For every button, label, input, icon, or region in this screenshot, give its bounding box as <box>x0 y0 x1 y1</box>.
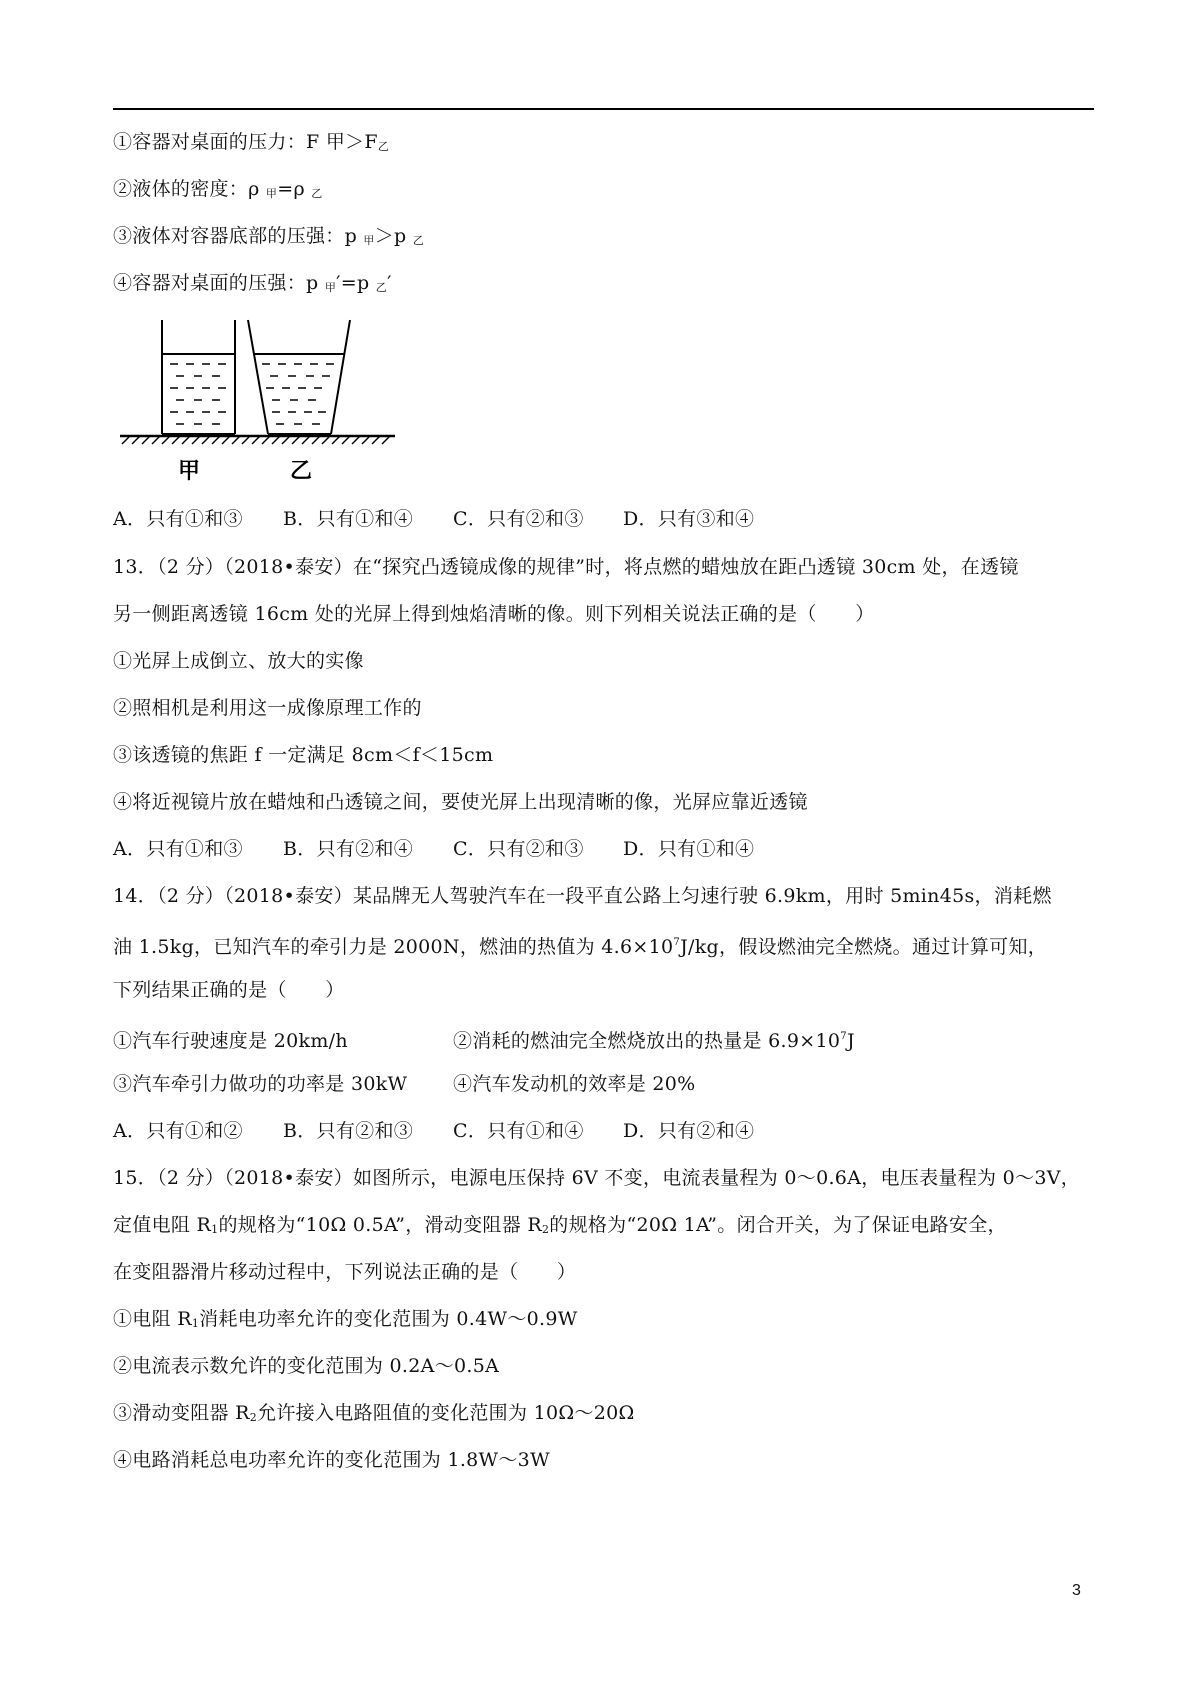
q14-option-d: D．只有②和④ <box>623 1120 755 1142</box>
liquid-jia <box>170 364 226 424</box>
q14-option-c: C．只有①和④ <box>453 1120 584 1142</box>
q15-statement-4: ④电路消耗总电功率允许的变化范围为 1.8W～3W <box>113 1449 550 1471</box>
q13-statement-1: ①光屏上成倒立、放大的实像 <box>113 650 364 672</box>
q14-stem-line-1: 14．（2 分）（2018•泰安）某品牌无人驾驶汽车在一段平直公路上匀速行驶 6.9km，用时 5min45s，消耗燃 <box>113 885 1052 907</box>
q13-option-d: D．只有①和④ <box>623 838 755 860</box>
q14-statement-2: ②消耗的燃油完全燃烧放出的热量是 $6.9\times 10^7J$ <box>453 1030 855 1052</box>
liquid-yi <box>262 364 334 424</box>
q12-statement-2: ②液体的密度：ρ 甲=ρ 乙 <box>113 178 323 200</box>
q13-option-c: C．只有②和③ <box>453 838 584 860</box>
q14-option-a: A．只有①和② <box>113 1120 243 1142</box>
q15-stem-line-3: 在变阻器滑片移动过程中，下列说法正确的是（ ） <box>113 1261 577 1283</box>
q12-options <box>113 507 754 531</box>
q13-statement-2: ②照相机是利用这一成像原理工作的 <box>113 697 422 719</box>
q14-option-b: B．只有②和③ <box>283 1120 414 1142</box>
containers-figure <box>110 318 400 488</box>
q12-option-a: A．只有①和③ <box>113 508 243 530</box>
q15-statement-2: ②电流表示数允许的变化范围为 0.2A～0.5A <box>113 1355 500 1377</box>
q15-statement-1: ①电阻 R1消耗电功率允许的变化范围为 0.4W～0.9W <box>113 1308 578 1330</box>
q13-statement-3: ③该透镜的焦距 f 一定满足 8cm＜f＜15cm <box>113 744 494 766</box>
q14-statement-3: ③汽车牵引力做功的功率是 30kW <box>113 1073 408 1095</box>
q13-option-b: B．只有②和④ <box>283 838 414 860</box>
q14-statements-row-2 <box>113 1072 695 1096</box>
q13-option-a: A．只有①和③ <box>113 838 243 860</box>
label-yi: 乙 <box>290 459 313 484</box>
q14-statement-4: ④汽车发动机的效率是 20% <box>453 1073 696 1095</box>
q13-statement-4: ④将近视镜片放在蜡烛和凸透镜之间，要使光屏上出现清晰的像，光屏应靠近透镜 <box>113 791 808 813</box>
header-rule <box>113 108 1094 110</box>
q12-statement-4: ④容器对桌面的压强：p 甲′=p 乙′ <box>113 272 392 294</box>
page-number: 3 <box>1072 1582 1081 1599</box>
q13-stem-line-2: 另一侧距离透镜 16cm 处的光屏上得到烛焰清晰的像。则下列相关说法正确的是（ ） <box>113 603 875 625</box>
q15-statement-3: ③滑动变阻器 R2允许接入电路阻值的变化范围为 10Ω～20Ω <box>113 1402 635 1424</box>
q15-stem-line-1: 15．（2 分）（2018•泰安）如图所示，电源电压保持 6V 不变，电流表量程为 0～0.6A，电压表量程为 0～3V， <box>113 1167 1081 1189</box>
q13-stem-line-1: 13．（2 分）（2018•泰安）在“探究凸透镜成像的规律”时，将点燃的蜡烛放在距凸透镜 30cm 处，在透镜 <box>113 556 1019 578</box>
q12-option-b: B．只有①和④ <box>283 508 414 530</box>
q15-stem-line-2: 定值电阻 R1的规格为“10Ω 0.5A”，滑动变阻器 R2的规格为“20Ω 1A”。闭合开关，为了保证电路安全， <box>113 1214 1007 1236</box>
q14-stem-line-2: 油 1.5kg，已知汽车的牵引力是 2000N，燃油的热值为 $4.6\times 10^7J/kg$，假设燃油完全燃烧。通过计算可知， <box>113 936 1048 958</box>
q12-statement-1: ①容器对桌面的压力：F 甲＞F乙 <box>113 131 390 153</box>
q14-options <box>113 1119 754 1143</box>
q12-option-d: D．只有③和④ <box>623 508 755 530</box>
q14-stem-line-3: 下列结果正确的是（ ） <box>113 979 345 1001</box>
container-yi <box>248 320 350 434</box>
q14-statement-1: ①汽车行驶速度是 20km/h <box>113 1030 348 1052</box>
q12-statement-3: ③液体对容器底部的压强：p 甲＞p 乙 <box>113 225 425 247</box>
q13-options <box>113 837 754 861</box>
q12-option-c: C．只有②和③ <box>453 508 584 530</box>
label-jia: 甲 <box>178 459 201 484</box>
container-jia <box>162 320 235 434</box>
q14-statements-row-1 <box>113 1025 855 1053</box>
